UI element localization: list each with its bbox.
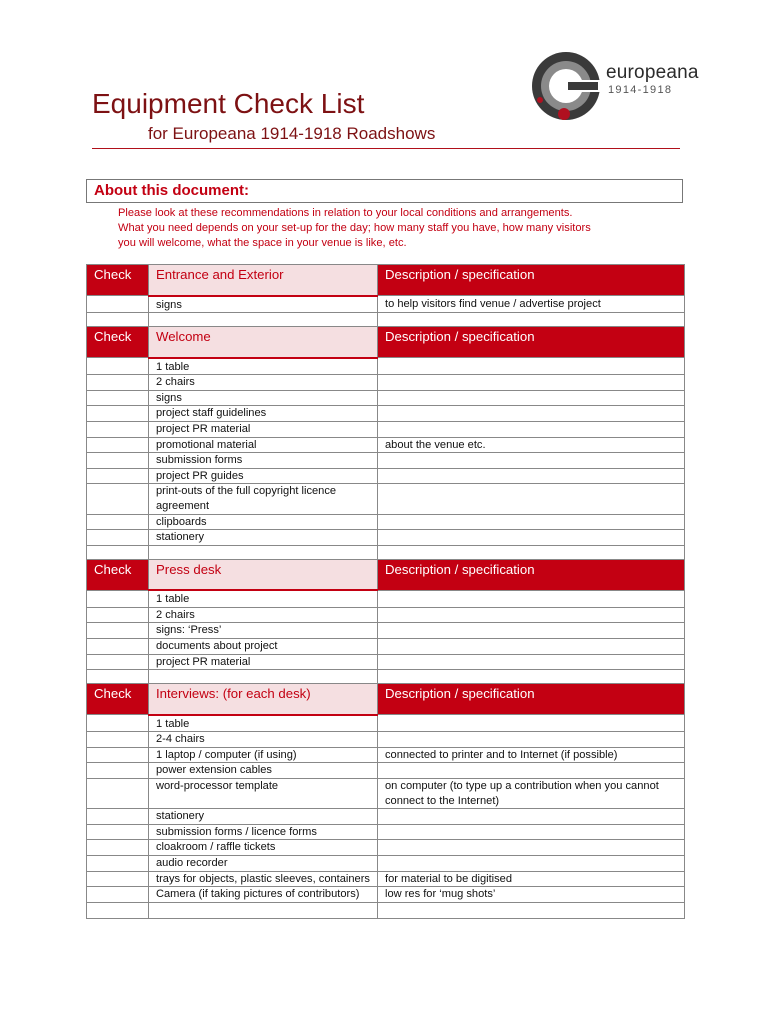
logo-years: 1914-1918 [608, 84, 673, 96]
item-description [378, 358, 685, 375]
item-label: project PR material [149, 421, 378, 437]
check-cell[interactable] [87, 607, 149, 623]
table-row [87, 358, 685, 375]
table-row [87, 468, 685, 484]
check-cell[interactable] [87, 484, 149, 514]
table-row [87, 763, 685, 779]
table-row-spacer [87, 670, 685, 684]
table-row [87, 406, 685, 422]
item-description [378, 840, 685, 856]
check-cell[interactable] [87, 639, 149, 655]
item-description [378, 639, 685, 655]
check-cell[interactable] [87, 654, 149, 670]
item-description [378, 453, 685, 469]
equipment-checklist-table [86, 264, 685, 919]
item-description: low res for ‘mug shots’ [378, 887, 685, 903]
item-label: 2-4 chairs [149, 732, 378, 748]
table-row [87, 871, 685, 887]
item-label: submission forms / licence forms [149, 824, 378, 840]
table-row [87, 824, 685, 840]
about-line: you will welcome, what the space in your venue is like, etc. [118, 237, 407, 249]
item-description [378, 902, 685, 918]
table-row [87, 856, 685, 872]
check-cell[interactable] [87, 732, 149, 748]
item-description [378, 654, 685, 670]
table-row [87, 639, 685, 655]
logo-accent-dot [558, 108, 570, 120]
about-line: What you need depends on your set-up for the day; how many staff you have, how many visitors [118, 222, 591, 234]
logo-wordmark: europeana [606, 62, 699, 83]
section-header-welcome [87, 327, 685, 358]
description-column-header: Description / specification [378, 327, 685, 358]
logo-accent-dot-small [537, 97, 543, 103]
check-cell[interactable] [87, 296, 149, 313]
item-description: about the venue etc. [378, 437, 685, 453]
item-label [149, 313, 378, 327]
item-label: stationery [149, 809, 378, 825]
description-column-header: Description / specification [378, 559, 685, 590]
logo-e-stroke [568, 82, 598, 90]
table-row [87, 421, 685, 437]
item-label: clipboards [149, 514, 378, 530]
item-description [378, 856, 685, 872]
check-column-header: Check [87, 559, 149, 590]
check-cell[interactable] [87, 747, 149, 763]
item-label: signs [149, 390, 378, 406]
table-row [87, 437, 685, 453]
table-row [87, 732, 685, 748]
item-label: power extension cables [149, 763, 378, 779]
table-row-spacer [87, 313, 685, 327]
item-description [378, 313, 685, 327]
item-label: project PR guides [149, 468, 378, 484]
table-row [87, 623, 685, 639]
item-label [149, 902, 378, 918]
item-label: stationery [149, 530, 378, 546]
item-label: 2 chairs [149, 375, 378, 391]
check-cell[interactable] [87, 406, 149, 422]
item-description [378, 623, 685, 639]
table-row [87, 809, 685, 825]
item-description [378, 590, 685, 607]
item-description: to help visitors find venue / advertise project [378, 296, 685, 313]
check-cell[interactable] [87, 670, 149, 684]
item-label [149, 545, 378, 559]
item-label: cloakroom / raffle tickets [149, 840, 378, 856]
item-description [378, 484, 685, 514]
table-row [87, 887, 685, 903]
item-description [378, 390, 685, 406]
item-description [378, 809, 685, 825]
item-description [378, 530, 685, 546]
item-description [378, 732, 685, 748]
check-cell[interactable] [87, 856, 149, 872]
table-row [87, 390, 685, 406]
item-label: 2 chairs [149, 607, 378, 623]
check-cell[interactable] [87, 902, 149, 918]
about-heading-box [86, 179, 683, 203]
description-column-header: Description / specification [378, 684, 685, 715]
check-cell[interactable] [87, 390, 149, 406]
table-row [87, 779, 685, 809]
item-description [378, 607, 685, 623]
item-label: 1 table [149, 358, 378, 375]
table-row [87, 590, 685, 607]
item-description [378, 375, 685, 391]
item-label: project PR material [149, 654, 378, 670]
check-cell[interactable] [87, 840, 149, 856]
table-row [87, 296, 685, 313]
item-label: signs: ‘Press’ [149, 623, 378, 639]
item-description: connected to printer and to Internet (if possible) [378, 747, 685, 763]
item-label: audio recorder [149, 856, 378, 872]
item-label: Camera (if taking pictures of contributors) [149, 887, 378, 903]
description-column-header: Description / specification [378, 265, 685, 296]
item-label: 1 laptop / computer (if using) [149, 747, 378, 763]
section-title: Press desk [149, 559, 378, 590]
item-label: trays for objects, plastic sleeves, containers [149, 871, 378, 887]
check-cell[interactable] [87, 715, 149, 732]
table-row [87, 654, 685, 670]
about-heading: About this document: [94, 182, 249, 199]
about-text [118, 206, 683, 251]
check-cell[interactable] [87, 437, 149, 453]
table-row [87, 715, 685, 732]
item-label: word-processor template [149, 779, 378, 809]
table-row [87, 840, 685, 856]
check-column-header: Check [87, 327, 149, 358]
check-cell[interactable] [87, 779, 149, 809]
table-row [87, 514, 685, 530]
item-description [378, 763, 685, 779]
table-row [87, 375, 685, 391]
item-description [378, 406, 685, 422]
page-title: Equipment Check List [92, 88, 365, 119]
item-label: submission forms [149, 453, 378, 469]
table-row-spacer [87, 902, 685, 918]
item-description [378, 545, 685, 559]
check-cell[interactable] [87, 358, 149, 375]
item-label: signs [149, 296, 378, 313]
section-title: Entrance and Exterior [149, 265, 378, 296]
item-description [378, 670, 685, 684]
check-cell[interactable] [87, 313, 149, 327]
item-description: on computer (to type up a contribution when you cannot connect to the Internet) [378, 779, 685, 809]
check-cell[interactable] [87, 809, 149, 825]
check-column-header: Check [87, 684, 149, 715]
table-row [87, 747, 685, 763]
section-header-press-desk [87, 559, 685, 590]
check-cell[interactable] [87, 623, 149, 639]
check-cell[interactable] [87, 514, 149, 530]
check-cell[interactable] [87, 530, 149, 546]
item-label: project staff guidelines [149, 406, 378, 422]
section-header-entrance [87, 265, 685, 296]
check-cell[interactable] [87, 375, 149, 391]
check-cell[interactable] [87, 871, 149, 887]
check-cell[interactable] [87, 468, 149, 484]
item-description [378, 824, 685, 840]
check-cell[interactable] [87, 545, 149, 559]
check-cell[interactable] [87, 763, 149, 779]
section-header-interviews [87, 684, 685, 715]
item-label [149, 670, 378, 684]
check-column-header: Check [87, 265, 149, 296]
section-title: Interviews: (for each desk) [149, 684, 378, 715]
item-description [378, 715, 685, 732]
section-title: Welcome [149, 327, 378, 358]
check-cell[interactable] [87, 824, 149, 840]
item-description [378, 514, 685, 530]
item-description: for material to be digitised [378, 871, 685, 887]
item-label: print-outs of the full copyright licence agreement [149, 484, 378, 514]
page-subtitle: for Europeana 1914-1918 Roadshows [148, 124, 436, 143]
item-label: 1 table [149, 715, 378, 732]
check-cell[interactable] [87, 453, 149, 469]
table-row [87, 453, 685, 469]
item-description [378, 421, 685, 437]
table-row [87, 530, 685, 546]
table-row [87, 484, 685, 514]
item-label: promotional material [149, 437, 378, 453]
item-label: 1 table [149, 590, 378, 607]
table-row [87, 607, 685, 623]
check-cell[interactable] [87, 590, 149, 607]
check-cell[interactable] [87, 887, 149, 903]
item-label: documents about project [149, 639, 378, 655]
item-description [378, 468, 685, 484]
table-row-spacer [87, 545, 685, 559]
title-divider [92, 148, 680, 149]
about-line: Please look at these recommendations in relation to your local conditions and arrangements. [118, 207, 573, 219]
check-cell[interactable] [87, 421, 149, 437]
